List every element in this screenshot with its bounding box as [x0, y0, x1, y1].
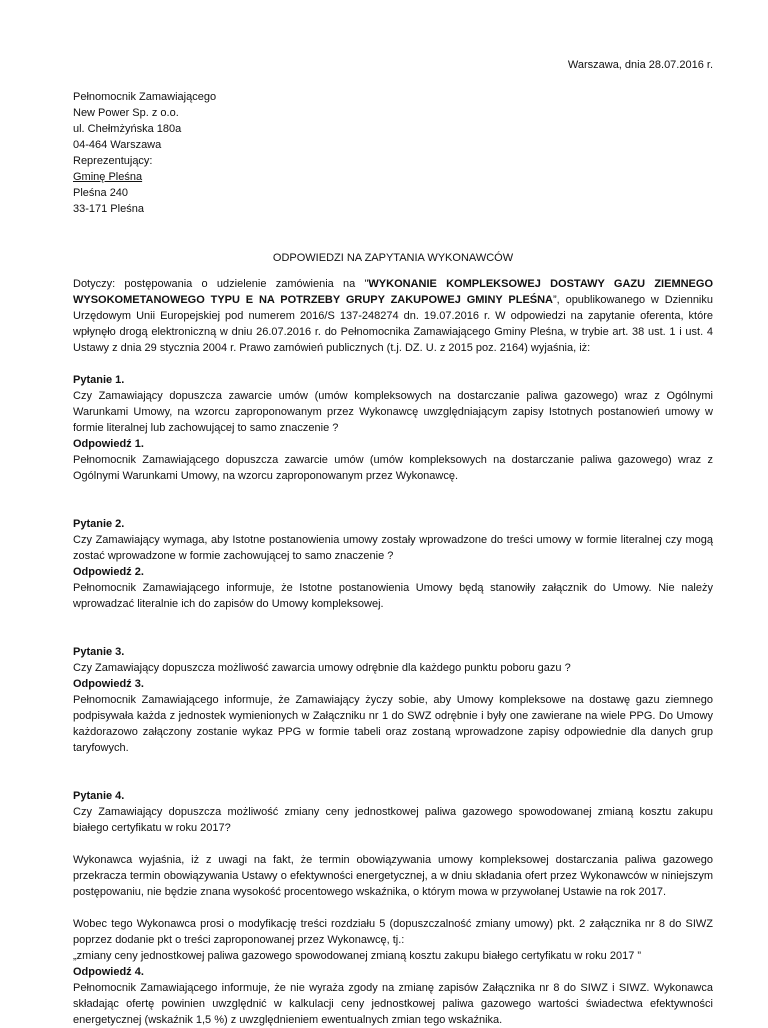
address-line: Reprezentujący: [73, 155, 153, 167]
intro-post: ”, opublikowanego w Dzienniku Urzędowym Unii Europejskiej pod numerem 2016/S 137-248274 dn. 19.07.2016 r. W odpowiedzi na zapytanie oferenta, które wpłynęło drogą elektroniczną w dniu 26.07.2016 r. do Pełnomocnika Zamawiającego Gminy Pleśna, w trybie art. 38 ust. 1 i ust. 4 Ustawy z dnia 29 stycznia 2004 r. Prawo zamówień publicznych (t.j. DZ. U. z 2015 poz. 2164) wyjaśnia, iż: [73, 294, 713, 354]
question-label: Pytanie 3. [73, 646, 125, 658]
question-request: Wobec tego Wykonawca prosi o modyfikację treści rozdziału 5 (dopuszczalność zmiany umowy) pkt. 2 załącznika nr 8 do SIWZ poprzez dodanie pkt o treści zaproponowanej przez Wykonawcę, tj.: [73, 918, 713, 946]
question-text: Czy Zamawiający wymaga, aby Istotne postanowienia umowy zostały wprowadzone do treści umowy w formie literalnej czy mogą zostać wprowadzone w formie zachowującej to samo znaczenie ? [73, 534, 713, 562]
question-quote: „zmiany ceny jednostkowej paliwa gazowego spowodowanej zmianą kosztu zakupu białego certyfikatu w roku 2017 ” [73, 950, 642, 962]
question-explanation: Wykonawca wyjaśnia, iż z uwagi na fakt, że termin obowiązywania umowy kompleksowej dostarczania paliwa gazowego przekracza termin obowiązywania Ustawy o efektywności energetycznej, a w dniu składania ofert przez Wykonawców w niniejszym postępowaniu, nie będzie znana wysokość procentowego wskaźnika, o którym mowa w przywołanej Ustawie na rok 2017. [73, 854, 713, 898]
document-page [73, 57, 713, 1028]
address-line: Pleśna 240 [73, 187, 129, 199]
address-line: New Power Sp. z o.o. [73, 107, 179, 119]
answer-label: Odpowiedź 2. [73, 566, 144, 578]
document-date: Warszawa, dnia 28.07.2016 r. [567, 59, 713, 71]
answer-label: Odpowiedź 3. [73, 678, 144, 690]
address-line: 04-464 Warszawa [73, 139, 162, 151]
question-label: Pytanie 1. [73, 374, 125, 386]
question-label: Pytanie 4. [73, 790, 125, 802]
question-text: Czy Zamawiający dopuszcza możliwość zawarcia umowy odrębnie dla każdego punktu poboru gazu ? [73, 662, 571, 674]
address-line: ul. Chełmżyńska 180a [73, 123, 182, 135]
address-line-municipality: Gminę Pleśna [73, 171, 143, 183]
answer-label: Odpowiedź 1. [73, 438, 144, 450]
question-text: Czy Zamawiający dopuszcza zawarcie umów (umów kompleksowych na dostarczanie paliwa gazowego) wraz z Ogólnymi Warunkami Umowy, na wzorcu zaproponowanym przez Wykonawcę uwzględniającym zapisy Istotnych postanowień umowy w formie literalnej lub zachowującej to samo znaczenie ? [73, 390, 713, 434]
question-block-2 [73, 516, 713, 612]
answer-text: Pełnomocnik Zamawiającego informuje, że Istotne postanowienia Umowy będą stanowiły załącznik do Umowy. Nie należy wprowadzać literalnie ich do zapisów do Umowy kompleksowej. [73, 582, 713, 610]
intro-pre: Dotyczy: postępowania o udzielenie zamówienia na " [73, 278, 369, 290]
intro-subject: WYKONANIE KOMPLEKSOWEJ DOSTAWY GAZU ZIEMNEGO WYSOKOMETANOWEGO TYPU E NA POTRZEBY GRUPY ZAKUPOWEJ GMINY PLEŚNA [73, 278, 714, 306]
answer-label: Odpowiedź 4. [73, 966, 144, 978]
address-block [73, 89, 713, 217]
answer-text: Pełnomocnik Zamawiającego dopuszcza zawarcie umów (umów kompleksowych na dostarczanie paliwa gazowego) wraz z Ogólnymi Warunkami Umowy, na wzorcu zaproponowanym przez Wykonawcę. [73, 454, 713, 482]
address-line: 33-171 Pleśna [73, 203, 144, 215]
address-line: Pełnomocnik Zamawiającego [73, 91, 217, 103]
answer-text: Pełnomocnik Zamawiającego informuje, że nie wyraża zgody na zmianę zapisów Załącznika nr 8 do SIWZ i SIWZ. Wykonawca składając ofertę powinien uwzględnić w kalkulacji ceny jednostkowej paliwa gazowego wartości świadectwa efektywności energetycznej (wskaźnik 1,5 %) z uwzględnieniem ewentualnych zmian tego wskaźnika. [73, 982, 713, 1026]
question-label: Pytanie 2. [73, 518, 125, 530]
intro-paragraph [73, 276, 713, 356]
question-block-4 [73, 788, 713, 1028]
document-title: ODPOWIEDZI NA ZAPYTANIA WYKONAWCÓW [272, 252, 514, 264]
question-block-1 [73, 372, 713, 484]
question-block-3 [73, 644, 713, 756]
answer-text: Pełnomocnik Zamawiającego informuje, że Zamawiający życzy sobie, aby Umowy kompleksowe na dostawę gazu ziemnego podpisywała każda z jednostek wymienionych w Załączniku nr 1 do SWZ odrębnie i były one zawierane na wiele PPG. Do Umowy każdorazowo załączony zostanie wykaz PPG w formie tabeli oraz zostaną wprowadzone zapisy odpowiednie dla danych grup taryfowych. [73, 694, 713, 754]
question-text: Czy Zamawiający dopuszcza możliwość zmiany ceny jednostkowej paliwa gazowego spowodowanej zmianą kosztu zakupu białego certyfikatu w roku 2017? [73, 806, 713, 834]
